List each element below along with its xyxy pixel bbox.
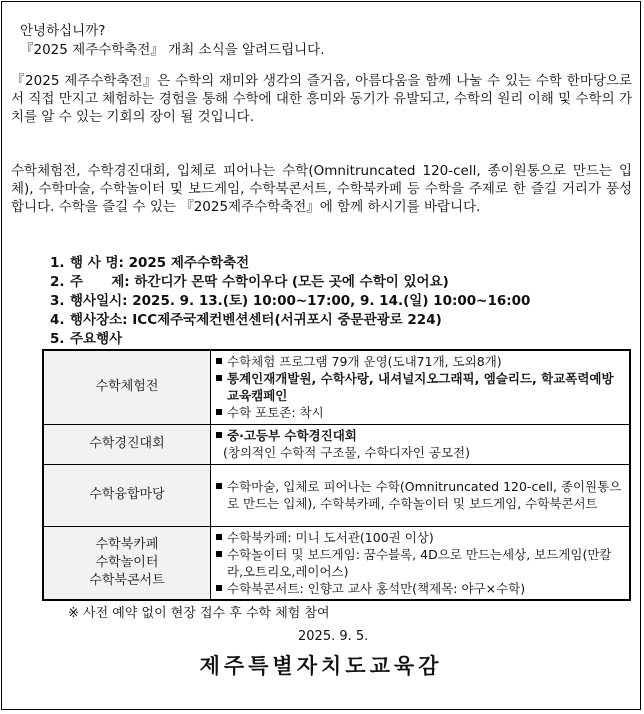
detail-cell: 중·고등부 수학경진대회 (창의적인 수학적 구조물, 수학디자인 공모전) (211, 424, 631, 464)
bullet-square-icon (216, 585, 222, 591)
table-row (43, 464, 630, 526)
detail-cell: 수학북카페: 미니 도서관(100권 이상) 수학놀이터 및 보드게임: 꿈수블록, 4D으로 만드는세상, 보드게임(만칼라,오트리오,레이어스) 수학북콘서트: 인향고 교사 홍석만(책제목: 야구×수학) (211, 526, 631, 600)
table-row (43, 526, 630, 600)
event-datetime-item: 3. 행사일시: 2025. 9. 13.(토) 10:00~17:00, 9. 14.(일) 10:00~16:00 (50, 293, 531, 309)
program-paragraph: 수학체험전, 수학경진대회, 입체로 피어나는 수학(Omnitruncated 120-cell, 종이원통으로 만드는 입체), 수학마술, 수학놀이터 및 보드게임, 수학북콘서트, 수학북카페 등 수학을 주제로 한 즐길 거리가 풍성합니다. 수학을 즐길 수 있는 『2025제주수학축전』에 함께 하시기를 바랍니다. (11, 163, 632, 215)
main-events-item: 5. 주요행사 (50, 331, 123, 347)
notice-document (1, 1, 641, 710)
bullet-square-icon (216, 375, 222, 381)
bullet-square-icon (216, 551, 222, 557)
bullet-square-icon (216, 483, 222, 489)
bullet-square-icon (216, 534, 222, 540)
table-row (43, 350, 630, 424)
category-math-experience: 수학체험전 (43, 350, 211, 424)
bullet-square-icon (216, 409, 222, 415)
footnote: ※ 사전 예약 없이 현장 접수 후 수학 체험 참여 (68, 606, 330, 621)
event-info-list (50, 254, 610, 349)
greeting (20, 22, 632, 60)
bullet-square-icon (216, 358, 222, 364)
detail-cell: 수학체험 프로그램 79개 운영(도내71개, 도외8개) 통계인재개발원, 수학사랑, 내셔널지오그래픽, 엠슬리드, 학교폭력예방교육캠페인 수학 포토존: 착시 (211, 350, 631, 424)
event-venue-item: 4. 행사장소: ICC제주국제컨벤션센터(서귀포시 중문관광로 224) (50, 312, 442, 328)
detail-cell: 수학마술, 입체로 피어나는 수학(Omnitruncated 120-cell, 종이원통으로 만드는 입체), 수학북카페, 수학놀이터 및 보드게임, 수학북콘서트 (211, 464, 631, 526)
table-row (43, 424, 630, 464)
event-theme-item: 2. 주 제: 하간디가 몬딱 수학이우다 (모든 곳에 수학이 있어요) (50, 274, 449, 290)
bullet-square-icon (216, 432, 222, 438)
category-book-cafe: 수학북카페 수학놀이터 수학북콘서트 (43, 526, 211, 600)
main-events-table (42, 349, 631, 601)
category-math-fusion: 수학융합마당 (43, 464, 211, 526)
issue-date: 2025. 9. 5. (298, 629, 369, 644)
category-math-competition: 수학경진대회 (43, 424, 211, 464)
intro-paragraph: 『2025 제주수학축전』은 수학의 재미와 생각의 즐거움, 아름다움을 함께 나눌 수 있는 수학 한마당으로서 직접 만지고 체험하는 경험을 통해 수학에 대한 흥미와 동기가 유발되고, 수학의 원리 이해 및 수학의 가치를 알 수 있는 기회의 장이 될 것입니다. (11, 73, 632, 125)
issuing-organization: 제주특별자치도교육감 (199, 653, 443, 678)
event-name-item: 1. 행 사 명: 2025 제주수학축전 (50, 255, 250, 271)
greeting-line-2: 『2025 제주수학축전』 개최 소식을 알려드립니다. (20, 42, 325, 58)
greeting-line-1: 안녕하십니까? (20, 23, 106, 39)
